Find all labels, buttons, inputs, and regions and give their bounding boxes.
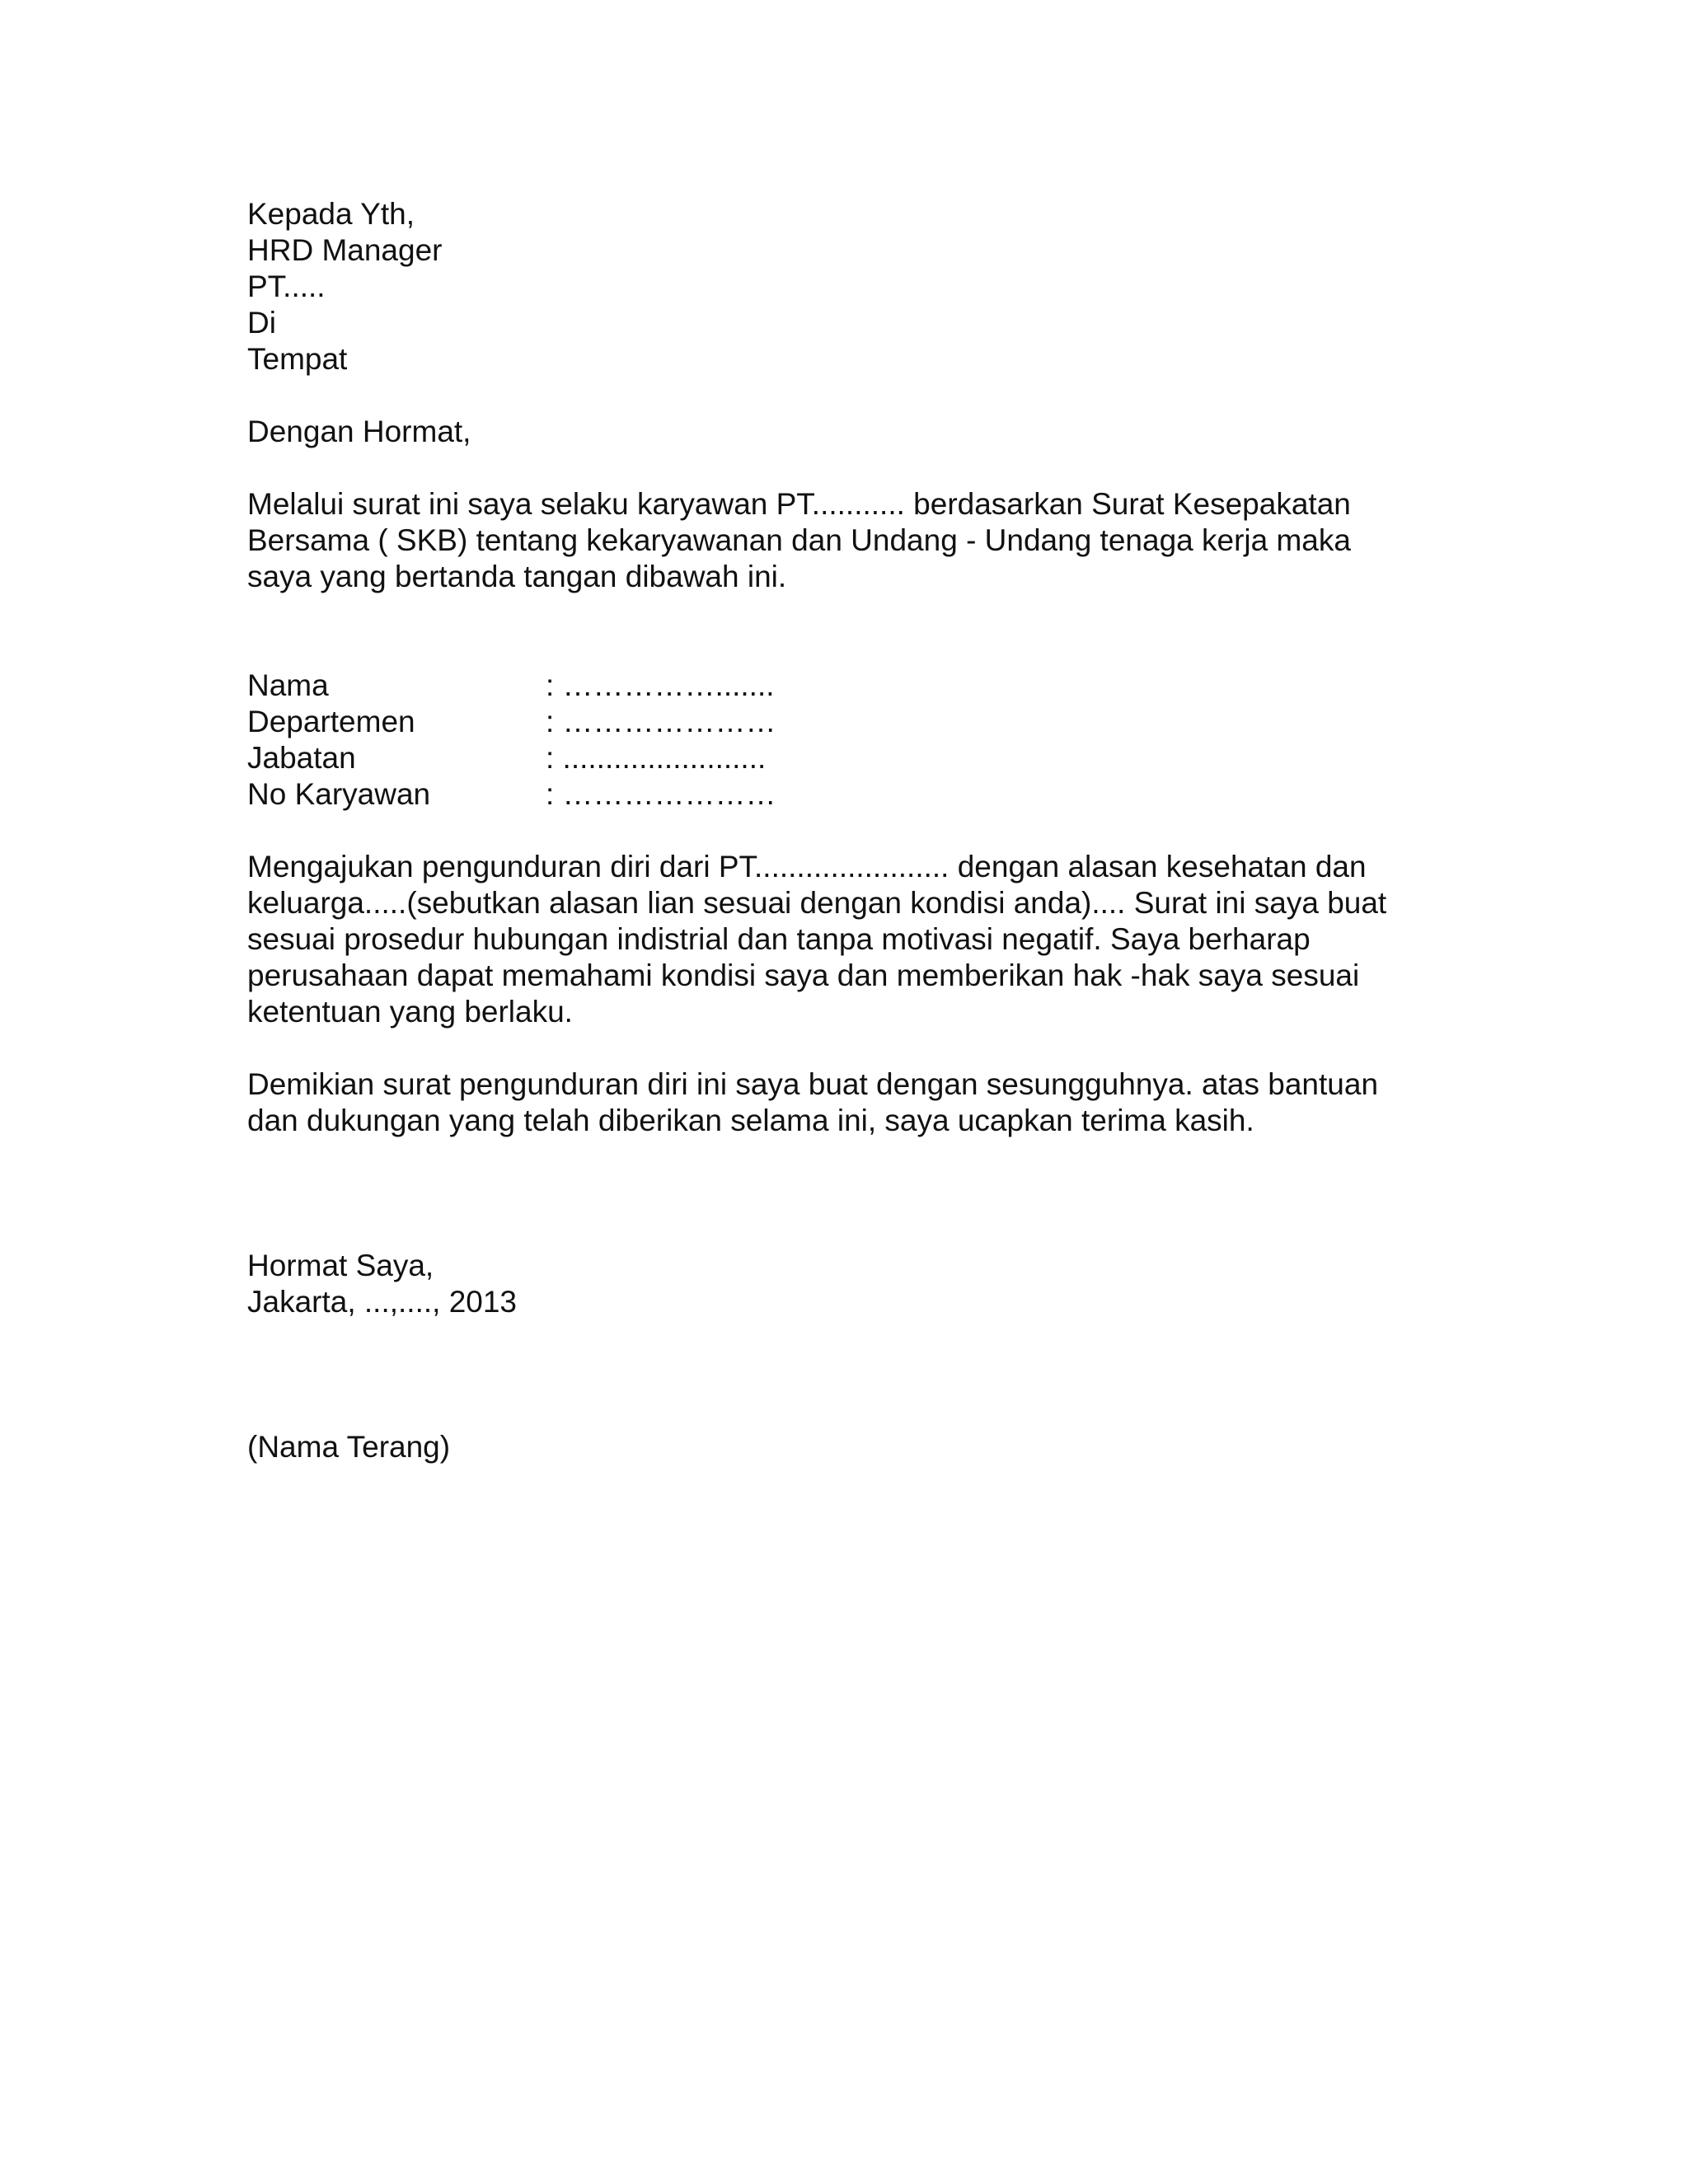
signer-name-placeholder: (Nama Terang) [247, 1430, 451, 1464]
field-no-karyawan [247, 776, 1451, 813]
field-value: : ………………… [546, 705, 776, 738]
body-line: perusahaan dapat memahami kondisi saya dan memberikan hak -hak saya sesuai [247, 958, 1360, 992]
place-date: Jakarta, ...,...., 2013 [247, 1285, 518, 1319]
recipient-line: HRD Manager [247, 233, 443, 267]
field-value: : ……………....... [546, 668, 775, 702]
field-label: No Karyawan [247, 777, 431, 811]
intro-line: Bersama ( SKB) tentang kekaryawanan dan Undang - Undang tenaga kerja maka [247, 523, 1351, 557]
body-line: sesuai prosedur hubungan indistrial dan tanpa motivasi negatif. Saya berharap [247, 922, 1311, 956]
recipient-line: Tempat [247, 342, 348, 376]
recipient-line: Di [247, 306, 276, 340]
resignation-letter [247, 196, 1451, 1465]
signoff-block [247, 1248, 1451, 1465]
salutation: Dengan Hormat, [247, 415, 471, 448]
body-line: Mengajukan pengunduran diri dari PT....................... dengan alasan kesehatan dan [247, 850, 1367, 883]
field-jabatan [247, 740, 1451, 776]
field-label: Nama [247, 668, 329, 702]
field-label: Departemen [247, 705, 415, 738]
recipient-line: PT..... [247, 269, 326, 303]
body-paragraph [247, 849, 1451, 1030]
signature-space [247, 1320, 1451, 1429]
identity-fields [247, 668, 1451, 813]
field-value: : ………………… [546, 777, 776, 811]
intro-line: Melalui surat ini saya selaku karyawan PT........... berdasarkan Surat Kesepakatan [247, 487, 1351, 521]
field-nama [247, 668, 1451, 704]
recipient-block [247, 196, 1451, 377]
field-value: : ........................ [546, 741, 767, 775]
intro-paragraph [247, 486, 1451, 595]
closing-line: dan dukungan yang telah diberikan selama ini, saya ucapkan terima kasih. [247, 1104, 1254, 1137]
field-label: Jabatan [247, 741, 356, 775]
recipient-line: Kepada Yth, [247, 197, 415, 231]
closing-paragraph [247, 1066, 1451, 1139]
body-line: ketentuan yang berlaku. [247, 995, 573, 1029]
closing-line: Demikian surat pengunduran diri ini saya buat dengan sesungguhnya. atas bantuan [247, 1067, 1379, 1101]
regards: Hormat Saya, [247, 1249, 434, 1282]
body-line: keluarga.....(sebutkan alasan lian sesuai dengan kondisi anda).... Surat ini saya buat [247, 886, 1387, 920]
field-departemen [247, 704, 1451, 740]
intro-line: saya yang bertanda tangan dibawah ini. [247, 560, 787, 593]
